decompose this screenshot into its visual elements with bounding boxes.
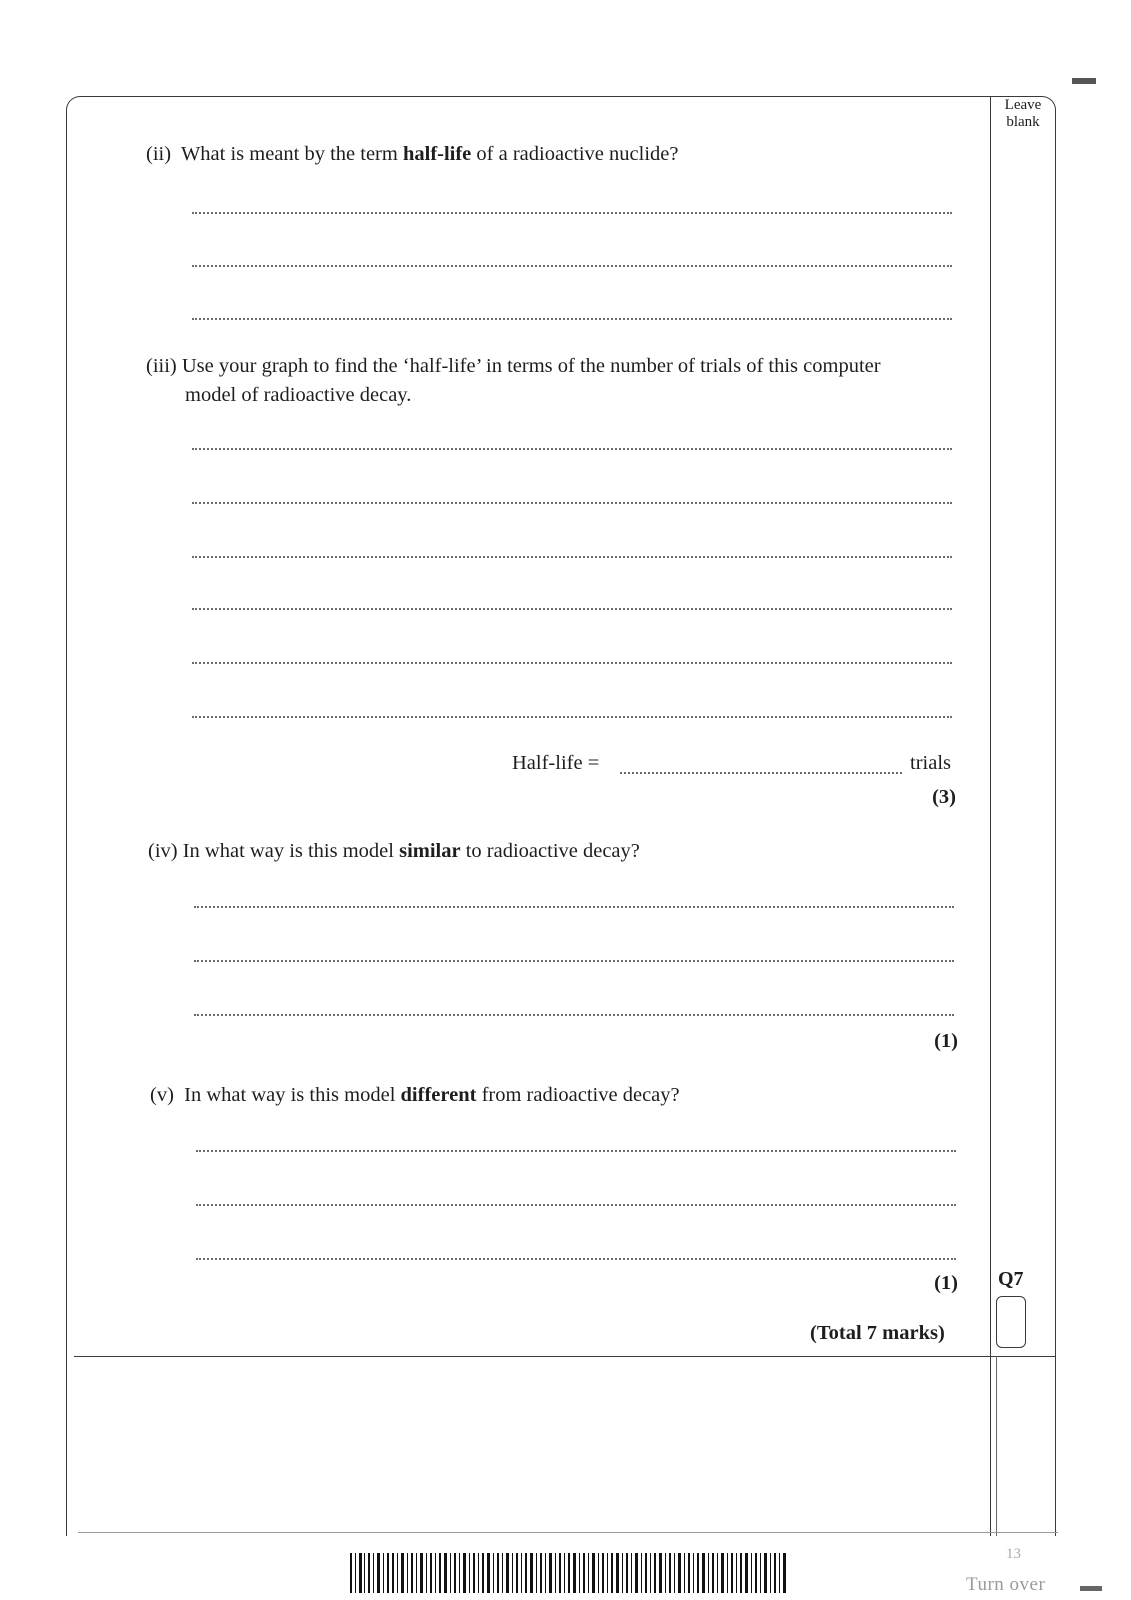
answer-line[interactable] bbox=[192, 265, 952, 267]
answer-line[interactable] bbox=[192, 556, 952, 558]
page-frame bbox=[66, 96, 1056, 1536]
marks-iii: (3) bbox=[932, 786, 956, 808]
examiner-mark-box bbox=[996, 1296, 1026, 1348]
answer-line[interactable] bbox=[192, 662, 952, 664]
question-v: (v) In what way is this model different from radioactive decay? bbox=[150, 1084, 680, 1106]
margin-column-rule bbox=[990, 96, 991, 1536]
question-iii-line2: model of radioactive decay. bbox=[185, 384, 412, 406]
question-iv: (iv) In what way is this model similar to radioactive decay? bbox=[148, 840, 640, 862]
turn-over-label: Turn over bbox=[966, 1574, 1046, 1595]
answer-line[interactable] bbox=[194, 960, 954, 962]
answer-line[interactable] bbox=[192, 502, 952, 504]
answer-line[interactable] bbox=[192, 318, 952, 320]
marks-v: (1) bbox=[934, 1272, 958, 1294]
total-marks: (Total 7 marks) bbox=[810, 1322, 945, 1344]
registration-mark bbox=[1072, 78, 1096, 84]
leave-blank-label: Leave blank bbox=[1004, 97, 1042, 130]
half-life-answer-line[interactable] bbox=[620, 772, 902, 774]
answer-line[interactable] bbox=[192, 448, 952, 450]
barcode bbox=[350, 1553, 790, 1595]
answer-line[interactable] bbox=[192, 716, 952, 718]
question-iii: (iii) Use your graph to find the ‘half-life’ in terms of the number of trials of this computer bbox=[146, 355, 881, 377]
page-number: 13 bbox=[1006, 1546, 1021, 1562]
margin-column-rule-lower bbox=[996, 1356, 997, 1536]
answer-line[interactable] bbox=[196, 1204, 956, 1206]
half-life-label: Half-life = bbox=[512, 752, 600, 774]
section-end-rule bbox=[74, 1356, 1056, 1357]
answer-line[interactable] bbox=[196, 1150, 956, 1152]
answer-line[interactable] bbox=[194, 906, 954, 908]
answer-line[interactable] bbox=[196, 1258, 956, 1260]
half-life-unit: trials bbox=[910, 752, 951, 774]
answer-line[interactable] bbox=[192, 212, 952, 214]
question-number-label: Q7 bbox=[998, 1268, 1024, 1290]
question-ii: (ii) What is meant by the term half-life of a radioactive nuclide? bbox=[146, 143, 679, 165]
page-frame-bottom bbox=[78, 1532, 1058, 1533]
answer-line[interactable] bbox=[194, 1014, 954, 1016]
marks-iv: (1) bbox=[934, 1030, 958, 1052]
answer-line[interactable] bbox=[192, 608, 952, 610]
registration-mark bbox=[1080, 1586, 1102, 1591]
